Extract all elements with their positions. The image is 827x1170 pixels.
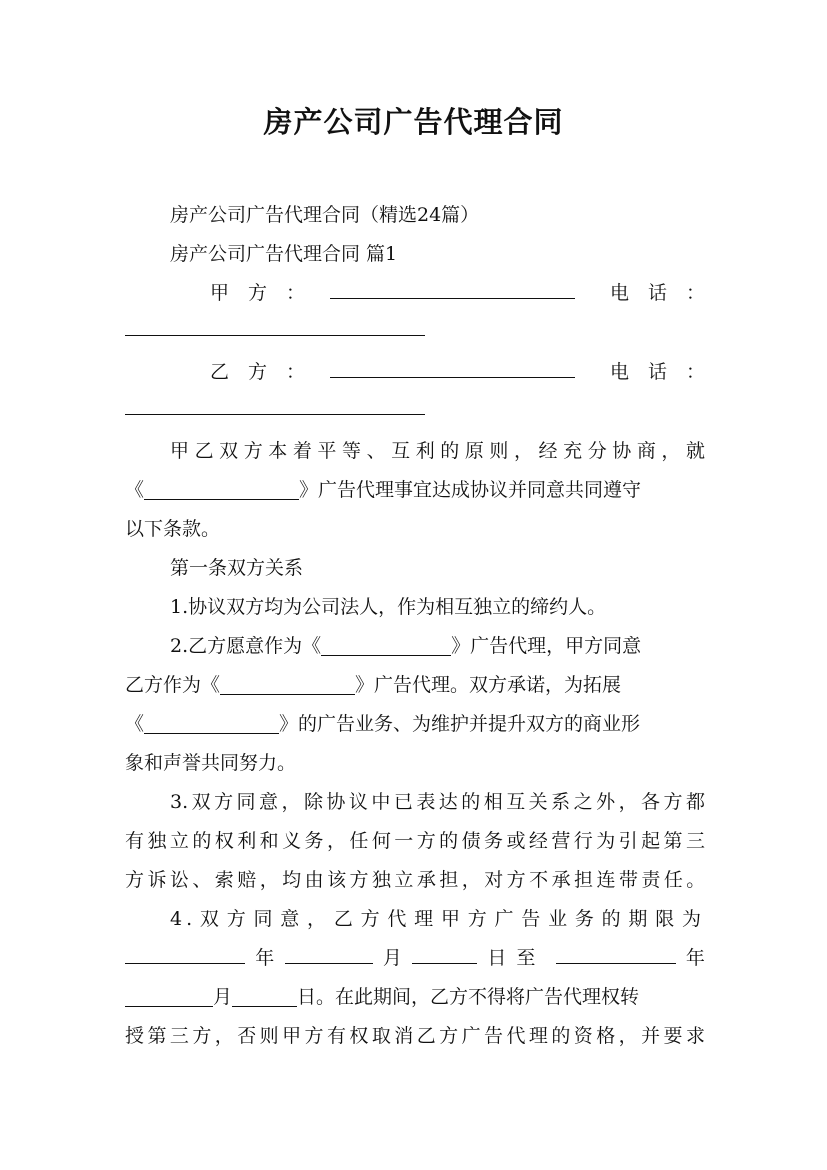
- intro-line-2: 《 》广告代理事宜达成协议并同意共同遵守: [125, 479, 642, 501]
- clause-1: 1.协议双方均为公司法人，作为相互独立的缔约人。: [170, 596, 607, 618]
- clause-2-line-2: 乙方作为《 》广告代理。双方承诺，为拓展: [125, 674, 622, 696]
- clause-4-line-2: 年 月 日至 年: [125, 939, 705, 978]
- party-a-blank[interactable]: [330, 276, 575, 299]
- intro-line-3: 以下条款。: [125, 518, 221, 540]
- clause-3-line-1: 3.双方同意，除协议中已表达的相互关系之外，各方都: [170, 791, 705, 813]
- clause-4-line-3: 月 日。在此期间，乙方不得将广告代理权转: [125, 978, 705, 1017]
- party-b-blank[interactable]: [330, 355, 575, 378]
- project-name-blank-4[interactable]: [144, 711, 279, 734]
- section-heading: 房产公司广告代理合同 篇1: [170, 243, 398, 265]
- project-name-blank-1[interactable]: [144, 477, 299, 500]
- document-body: [125, 196, 705, 1056]
- clause-2-line-1: 2.乙方愿意作为《 》广告代理，甲方同意: [170, 635, 642, 657]
- clause-4-line-4: 授第三方，否则甲方有权取消乙方广告代理的资格，并要求: [125, 1025, 705, 1047]
- subtitle: 房产公司广告代理合同（精选24篇）: [170, 204, 480, 226]
- party-a-label: 甲 方 ：: [210, 282, 306, 304]
- intro-line-1: 甲乙双方本着平等、互利的原则，经充分协商，就: [170, 440, 705, 462]
- party-b-label: 乙 方 ：: [210, 361, 306, 383]
- party-a-row: [125, 274, 705, 313]
- party-b-phone-label: 电 话 ：: [609, 361, 705, 383]
- clause-3-line-3: 方诉讼、索赔，均由该方独立承担，对方不承担连带责任。: [125, 869, 705, 891]
- party-b-row: [125, 353, 705, 392]
- start-month-blank[interactable]: [285, 941, 373, 964]
- clause-2-line-4: 象和声誉共同努力。: [125, 752, 297, 774]
- article-1-heading: 第一条双方关系: [170, 557, 304, 579]
- start-day-blank[interactable]: [412, 941, 477, 964]
- document-title: 房产公司广告代理合同: [263, 105, 564, 139]
- clause-4-line-1: 4.双方同意，乙方代理甲方广告业务的期限为: [170, 908, 705, 930]
- clause-2-line-3: 《 》的广告业务、为维护并提升双方的商业形: [125, 713, 641, 735]
- party-b-phone-blank[interactable]: [125, 392, 425, 415]
- project-name-blank-2[interactable]: [321, 633, 451, 656]
- end-month-blank[interactable]: [125, 984, 213, 1007]
- end-year-blank[interactable]: [556, 941, 676, 964]
- project-name-blank-3[interactable]: [220, 672, 355, 695]
- party-a-phone-label: 电 话 ：: [609, 282, 705, 304]
- start-year-blank[interactable]: [125, 941, 245, 964]
- end-day-blank[interactable]: [232, 984, 297, 1007]
- clause-3-line-2: 有独立的权利和义务，任何一方的债务或经营行为引起第三: [125, 830, 705, 852]
- party-a-phone-blank[interactable]: [125, 313, 425, 336]
